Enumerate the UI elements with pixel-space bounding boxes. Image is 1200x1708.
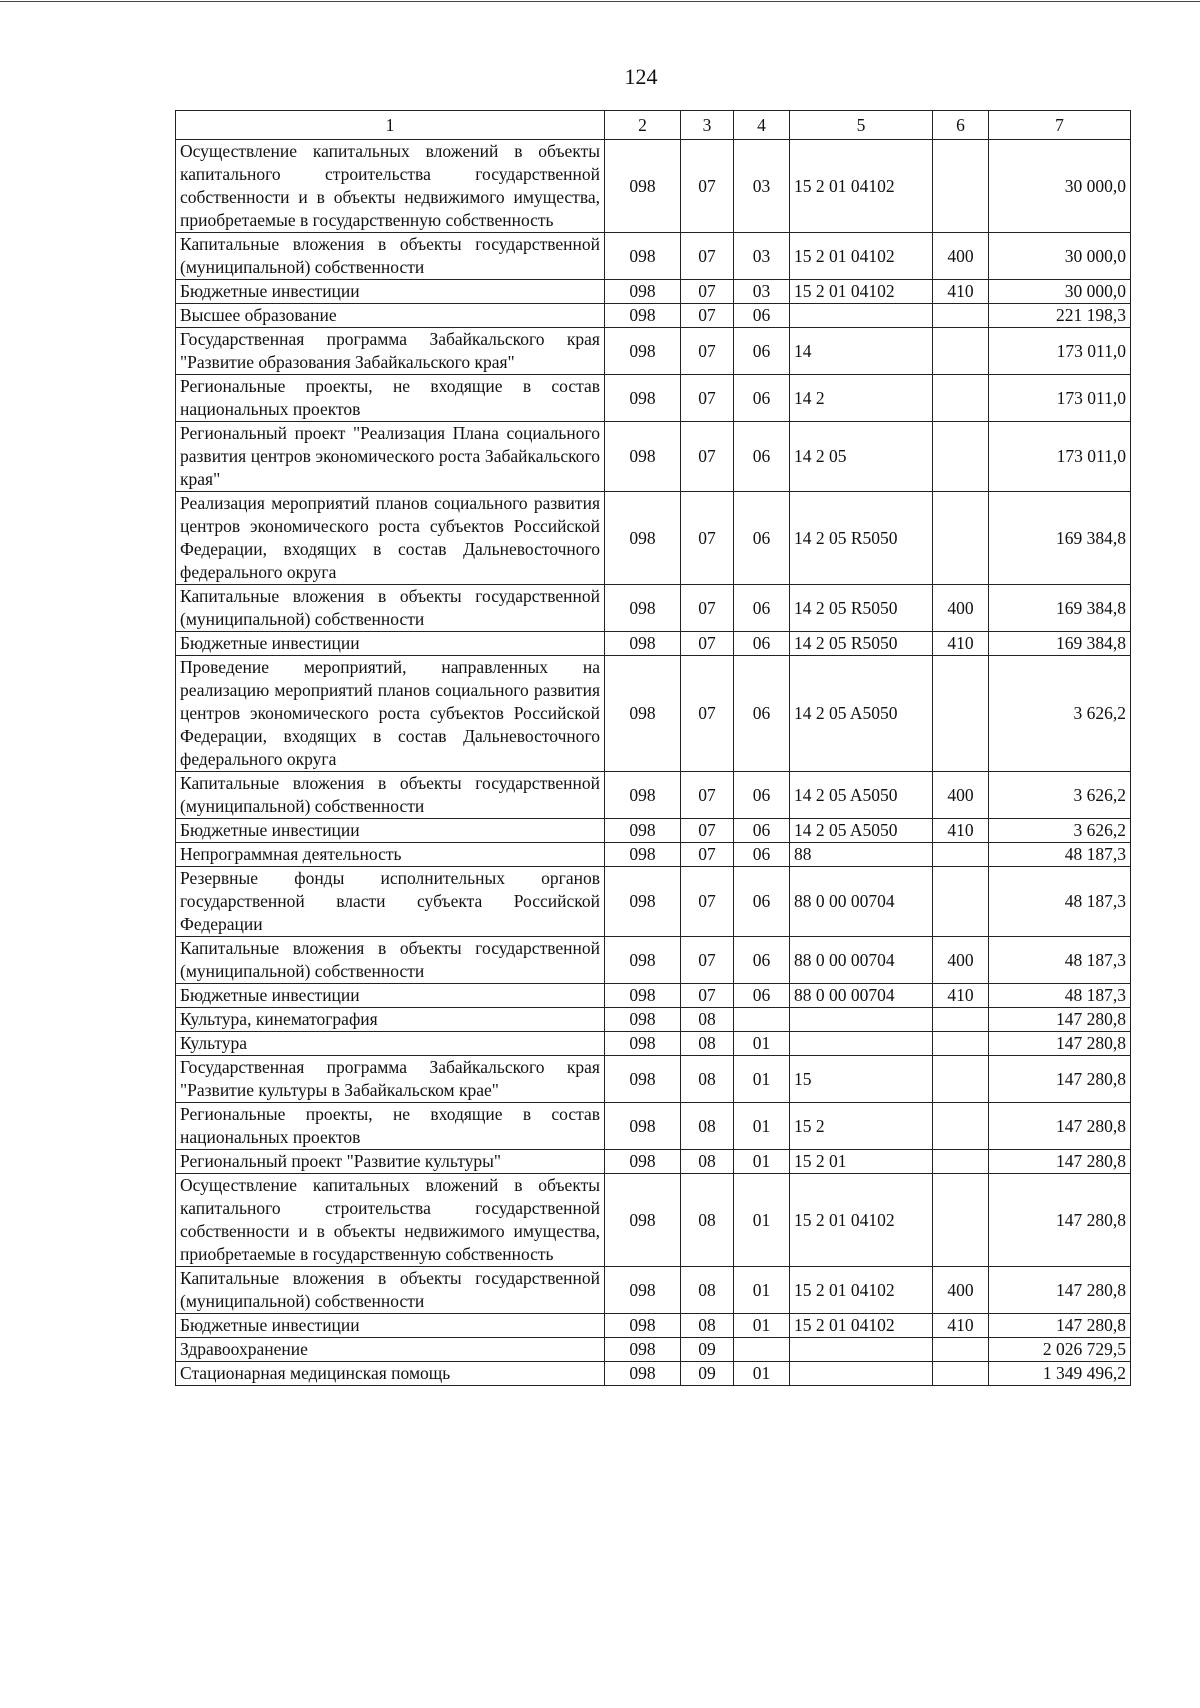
section-code-cell: 08 — [681, 1056, 734, 1103]
item-name-cell: Бюджетные инвестиции — [176, 819, 605, 843]
expense-type-cell: 410 — [933, 632, 989, 656]
target-article-cell: 14 2 05 A5050 — [790, 772, 933, 819]
expense-type-cell — [933, 1174, 989, 1267]
expense-type-cell: 400 — [933, 1267, 989, 1314]
section-code-cell: 07 — [681, 140, 734, 233]
ministry-code-cell: 098 — [605, 1150, 681, 1174]
ministry-code-cell: 098 — [605, 1314, 681, 1338]
header-cell: 3 — [681, 111, 734, 140]
ministry-code-cell: 098 — [605, 328, 681, 375]
amount-cell: 2 026 729,5 — [989, 1338, 1131, 1362]
table-row — [176, 585, 1131, 632]
ministry-code-cell: 098 — [605, 233, 681, 280]
subsection-code-cell: 06 — [734, 867, 790, 937]
amount-cell: 147 280,8 — [989, 1103, 1131, 1150]
table-row — [176, 1338, 1131, 1362]
subsection-code-cell: 06 — [734, 843, 790, 867]
item-name-cell: Капитальные вложения в объекты государственной (муниципальной) собственности — [176, 937, 605, 984]
amount-cell: 169 384,8 — [989, 632, 1131, 656]
expense-type-cell: 410 — [933, 819, 989, 843]
amount-cell: 147 280,8 — [989, 1056, 1131, 1103]
section-code-cell: 08 — [681, 1032, 734, 1056]
section-code-cell: 07 — [681, 585, 734, 632]
amount-cell: 147 280,8 — [989, 1174, 1131, 1267]
item-name-cell: Капитальные вложения в объекты государственной (муниципальной) собственности — [176, 772, 605, 819]
expense-type-cell: 400 — [933, 233, 989, 280]
budget-table — [175, 110, 1131, 1386]
section-code-cell: 07 — [681, 280, 734, 304]
table-row — [176, 1174, 1131, 1267]
target-article-cell: 14 2 05 R5050 — [790, 632, 933, 656]
ministry-code-cell: 098 — [605, 140, 681, 233]
section-code-cell: 07 — [681, 772, 734, 819]
subsection-code-cell: 01 — [734, 1032, 790, 1056]
ministry-code-cell: 098 — [605, 772, 681, 819]
expense-type-cell — [933, 1032, 989, 1056]
section-code-cell: 07 — [681, 867, 734, 937]
target-article-cell: 15 2 01 04102 — [790, 140, 933, 233]
item-name-cell: Бюджетные инвестиции — [176, 280, 605, 304]
target-article-cell: 15 2 01 04102 — [790, 1174, 933, 1267]
table-row — [176, 1103, 1131, 1150]
section-code-cell: 07 — [681, 304, 734, 328]
section-code-cell: 07 — [681, 656, 734, 772]
item-name-cell: Региональные проекты, не входящие в состав национальных проектов — [176, 375, 605, 422]
expense-type-cell — [933, 140, 989, 233]
amount-cell: 147 280,8 — [989, 1267, 1131, 1314]
amount-cell: 147 280,8 — [989, 1008, 1131, 1032]
header-cell: 5 — [790, 111, 933, 140]
amount-cell: 48 187,3 — [989, 867, 1131, 937]
expense-type-cell — [933, 1150, 989, 1174]
item-name-cell: Проведение мероприятий, направленных на реализацию мероприятий планов социального развития центров экономического роста субъектов Российской Федерации, входящих в состав Дальневосточного федерального округа — [176, 656, 605, 772]
header-cell: 2 — [605, 111, 681, 140]
target-article-cell: 15 2 01 04102 — [790, 233, 933, 280]
target-article-cell — [790, 1338, 933, 1362]
item-name-cell: Региональный проект "Реализация Плана социального развития центров экономического роста Забайкальского края" — [176, 422, 605, 492]
target-article-cell: 88 0 00 00704 — [790, 867, 933, 937]
table-row — [176, 656, 1131, 772]
subsection-code-cell: 06 — [734, 492, 790, 585]
amount-cell: 169 384,8 — [989, 585, 1131, 632]
expense-type-cell: 400 — [933, 937, 989, 984]
item-name-cell: Культура — [176, 1032, 605, 1056]
section-code-cell: 08 — [681, 1103, 734, 1150]
table-row — [176, 632, 1131, 656]
target-article-cell: 88 0 00 00704 — [790, 937, 933, 984]
target-article-cell — [790, 1362, 933, 1386]
amount-cell: 147 280,8 — [989, 1032, 1131, 1056]
target-article-cell — [790, 1032, 933, 1056]
amount-cell: 173 011,0 — [989, 375, 1131, 422]
target-article-cell: 15 2 01 — [790, 1150, 933, 1174]
item-name-cell: Осуществление капитальных вложений в объекты капитального строительства государственной собственности и в объекты недвижимого имущества, приобретаемые в государственную собственность — [176, 140, 605, 233]
expense-type-cell — [933, 1338, 989, 1362]
subsection-code-cell: 03 — [734, 280, 790, 304]
target-article-cell: 88 — [790, 843, 933, 867]
expense-type-cell — [933, 304, 989, 328]
section-code-cell: 07 — [681, 328, 734, 375]
expense-type-cell: 410 — [933, 280, 989, 304]
table-row — [176, 1362, 1131, 1386]
ministry-code-cell: 098 — [605, 632, 681, 656]
subsection-code-cell: 06 — [734, 585, 790, 632]
table-row — [176, 937, 1131, 984]
subsection-code-cell: 06 — [734, 772, 790, 819]
target-article-cell: 14 2 05 A5050 — [790, 819, 933, 843]
target-article-cell: 15 2 — [790, 1103, 933, 1150]
section-code-cell: 08 — [681, 1150, 734, 1174]
expense-type-cell — [933, 867, 989, 937]
table-body — [176, 111, 1131, 1386]
subsection-code-cell: 06 — [734, 304, 790, 328]
item-name-cell: Реализация мероприятий планов социального развития центров экономического роста субъектов Российской Федерации, входящих в состав Дальневосточного федерального округа — [176, 492, 605, 585]
table-row — [176, 492, 1131, 585]
section-code-cell: 08 — [681, 1314, 734, 1338]
target-article-cell: 15 2 01 04102 — [790, 1267, 933, 1314]
ministry-code-cell: 098 — [605, 1174, 681, 1267]
amount-cell: 48 187,3 — [989, 843, 1131, 867]
item-name-cell: Осуществление капитальных вложений в объекты капитального строительства государственной собственности и в объекты недвижимого имущества, приобретаемые в государственную собственность — [176, 1174, 605, 1267]
amount-cell: 3 626,2 — [989, 656, 1131, 772]
expense-type-cell — [933, 1008, 989, 1032]
target-article-cell: 88 0 00 00704 — [790, 984, 933, 1008]
amount-cell: 173 011,0 — [989, 422, 1131, 492]
section-code-cell: 09 — [681, 1338, 734, 1362]
table-row — [176, 843, 1131, 867]
ministry-code-cell: 098 — [605, 937, 681, 984]
subsection-code-cell: 01 — [734, 1150, 790, 1174]
expense-type-cell — [933, 1103, 989, 1150]
ministry-code-cell: 098 — [605, 1267, 681, 1314]
expense-type-cell — [933, 328, 989, 375]
ministry-code-cell: 098 — [605, 280, 681, 304]
section-code-cell: 07 — [681, 632, 734, 656]
subsection-code-cell: 06 — [734, 937, 790, 984]
section-code-cell: 07 — [681, 843, 734, 867]
subsection-code-cell: 06 — [734, 819, 790, 843]
ministry-code-cell: 098 — [605, 1338, 681, 1362]
amount-cell: 1 349 496,2 — [989, 1362, 1131, 1386]
amount-cell: 30 000,0 — [989, 140, 1131, 233]
amount-cell: 221 198,3 — [989, 304, 1131, 328]
subsection-code-cell: 01 — [734, 1103, 790, 1150]
item-name-cell: Капитальные вложения в объекты государственной (муниципальной) собственности — [176, 585, 605, 632]
item-name-cell: Высшее образование — [176, 304, 605, 328]
table-row — [176, 819, 1131, 843]
subsection-code-cell: 01 — [734, 1362, 790, 1386]
amount-cell: 30 000,0 — [989, 233, 1131, 280]
section-code-cell: 07 — [681, 422, 734, 492]
section-code-cell: 08 — [681, 1008, 734, 1032]
ministry-code-cell: 098 — [605, 422, 681, 492]
amount-cell: 3 626,2 — [989, 772, 1131, 819]
table-row — [176, 233, 1131, 280]
ministry-code-cell: 098 — [605, 1103, 681, 1150]
section-code-cell: 07 — [681, 492, 734, 585]
table-row — [176, 1314, 1131, 1338]
amount-cell: 169 384,8 — [989, 492, 1131, 585]
ministry-code-cell: 098 — [605, 984, 681, 1008]
item-name-cell: Капитальные вложения в объекты государственной (муниципальной) собственности — [176, 233, 605, 280]
subsection-code-cell: 06 — [734, 422, 790, 492]
subsection-code-cell: 01 — [734, 1314, 790, 1338]
subsection-code-cell: 01 — [734, 1267, 790, 1314]
table-row — [176, 375, 1131, 422]
ministry-code-cell: 098 — [605, 656, 681, 772]
target-article-cell: 14 2 — [790, 375, 933, 422]
table-row — [176, 1032, 1131, 1056]
amount-cell: 173 011,0 — [989, 328, 1131, 375]
ministry-code-cell: 098 — [605, 1032, 681, 1056]
subsection-code-cell: 06 — [734, 984, 790, 1008]
amount-cell: 30 000,0 — [989, 280, 1131, 304]
section-code-cell: 07 — [681, 375, 734, 422]
subsection-code-cell: 03 — [734, 140, 790, 233]
target-article-cell: 14 2 05 — [790, 422, 933, 492]
subsection-code-cell — [734, 1008, 790, 1032]
item-name-cell: Капитальные вложения в объекты государственной (муниципальной) собственности — [176, 1267, 605, 1314]
table-row — [176, 280, 1131, 304]
expense-type-cell: 410 — [933, 1314, 989, 1338]
item-name-cell: Культура, кинематография — [176, 1008, 605, 1032]
expense-type-cell: 400 — [933, 585, 989, 632]
ministry-code-cell: 098 — [605, 375, 681, 422]
table-row — [176, 1008, 1131, 1032]
target-article-cell: 14 2 05 R5050 — [790, 492, 933, 585]
subsection-code-cell: 06 — [734, 632, 790, 656]
ministry-code-cell: 098 — [605, 304, 681, 328]
section-code-cell: 07 — [681, 819, 734, 843]
ministry-code-cell: 098 — [605, 819, 681, 843]
amount-cell: 48 187,3 — [989, 937, 1131, 984]
expense-type-cell — [933, 1362, 989, 1386]
target-article-cell: 15 — [790, 1056, 933, 1103]
target-article-cell: 15 2 01 04102 — [790, 1314, 933, 1338]
table-row — [176, 1267, 1131, 1314]
table-row — [176, 867, 1131, 937]
section-code-cell: 08 — [681, 1267, 734, 1314]
item-name-cell: Региональный проект "Развитие культуры" — [176, 1150, 605, 1174]
section-code-cell: 07 — [681, 984, 734, 1008]
section-code-cell: 08 — [681, 1174, 734, 1267]
subsection-code-cell: 06 — [734, 656, 790, 772]
item-name-cell: Государственная программа Забайкальского края "Развитие образования Забайкальского края" — [176, 328, 605, 375]
page-top-border — [0, 1, 1200, 2]
expense-type-cell — [933, 492, 989, 585]
ministry-code-cell: 098 — [605, 867, 681, 937]
target-article-cell — [790, 304, 933, 328]
subsection-code-cell — [734, 1338, 790, 1362]
target-article-cell: 14 — [790, 328, 933, 375]
target-article-cell: 14 2 05 R5050 — [790, 585, 933, 632]
ministry-code-cell: 098 — [605, 1362, 681, 1386]
expense-type-cell — [933, 656, 989, 772]
section-code-cell: 07 — [681, 937, 734, 984]
amount-cell: 3 626,2 — [989, 819, 1131, 843]
subsection-code-cell: 03 — [734, 233, 790, 280]
ministry-code-cell: 098 — [605, 1008, 681, 1032]
subsection-code-cell: 01 — [734, 1056, 790, 1103]
item-name-cell: Стационарная медицинская помощь — [176, 1362, 605, 1386]
ministry-code-cell: 098 — [605, 843, 681, 867]
expense-type-cell — [933, 1056, 989, 1103]
amount-cell: 147 280,8 — [989, 1314, 1131, 1338]
item-name-cell: Региональные проекты, не входящие в состав национальных проектов — [176, 1103, 605, 1150]
table-row — [176, 422, 1131, 492]
expense-type-cell: 400 — [933, 772, 989, 819]
amount-cell: 48 187,3 — [989, 984, 1131, 1008]
item-name-cell: Бюджетные инвестиции — [176, 984, 605, 1008]
target-article-cell: 15 2 01 04102 — [790, 280, 933, 304]
table-row — [176, 140, 1131, 233]
table-row — [176, 1056, 1131, 1103]
table-header-row — [176, 111, 1131, 140]
ministry-code-cell: 098 — [605, 585, 681, 632]
item-name-cell: Государственная программа Забайкальского края "Развитие культуры в Забайкальском крае" — [176, 1056, 605, 1103]
item-name-cell: Непрограммная деятельность — [176, 843, 605, 867]
item-name-cell: Здравоохранение — [176, 1338, 605, 1362]
section-code-cell: 09 — [681, 1362, 734, 1386]
expense-type-cell: 410 — [933, 984, 989, 1008]
subsection-code-cell: 01 — [734, 1174, 790, 1267]
expense-type-cell — [933, 843, 989, 867]
amount-cell: 147 280,8 — [989, 1150, 1131, 1174]
target-article-cell: 14 2 05 A5050 — [790, 656, 933, 772]
table-row — [176, 328, 1131, 375]
item-name-cell: Бюджетные инвестиции — [176, 632, 605, 656]
subsection-code-cell: 06 — [734, 328, 790, 375]
ministry-code-cell: 098 — [605, 492, 681, 585]
header-cell: 1 — [176, 111, 605, 140]
page-number: 124 — [624, 64, 658, 89]
subsection-code-cell: 06 — [734, 375, 790, 422]
section-code-cell: 07 — [681, 233, 734, 280]
target-article-cell — [790, 1008, 933, 1032]
item-name-cell: Резервные фонды исполнительных органов государственной власти субъекта Российской Федерации — [176, 867, 605, 937]
table-row — [176, 1150, 1131, 1174]
table-row — [176, 304, 1131, 328]
expense-type-cell — [933, 375, 989, 422]
item-name-cell: Бюджетные инвестиции — [176, 1314, 605, 1338]
ministry-code-cell: 098 — [605, 1056, 681, 1103]
expense-type-cell — [933, 422, 989, 492]
header-cell: 7 — [989, 111, 1131, 140]
table-row — [176, 984, 1131, 1008]
header-cell: 4 — [734, 111, 790, 140]
header-cell: 6 — [933, 111, 989, 140]
table-row — [176, 772, 1131, 819]
